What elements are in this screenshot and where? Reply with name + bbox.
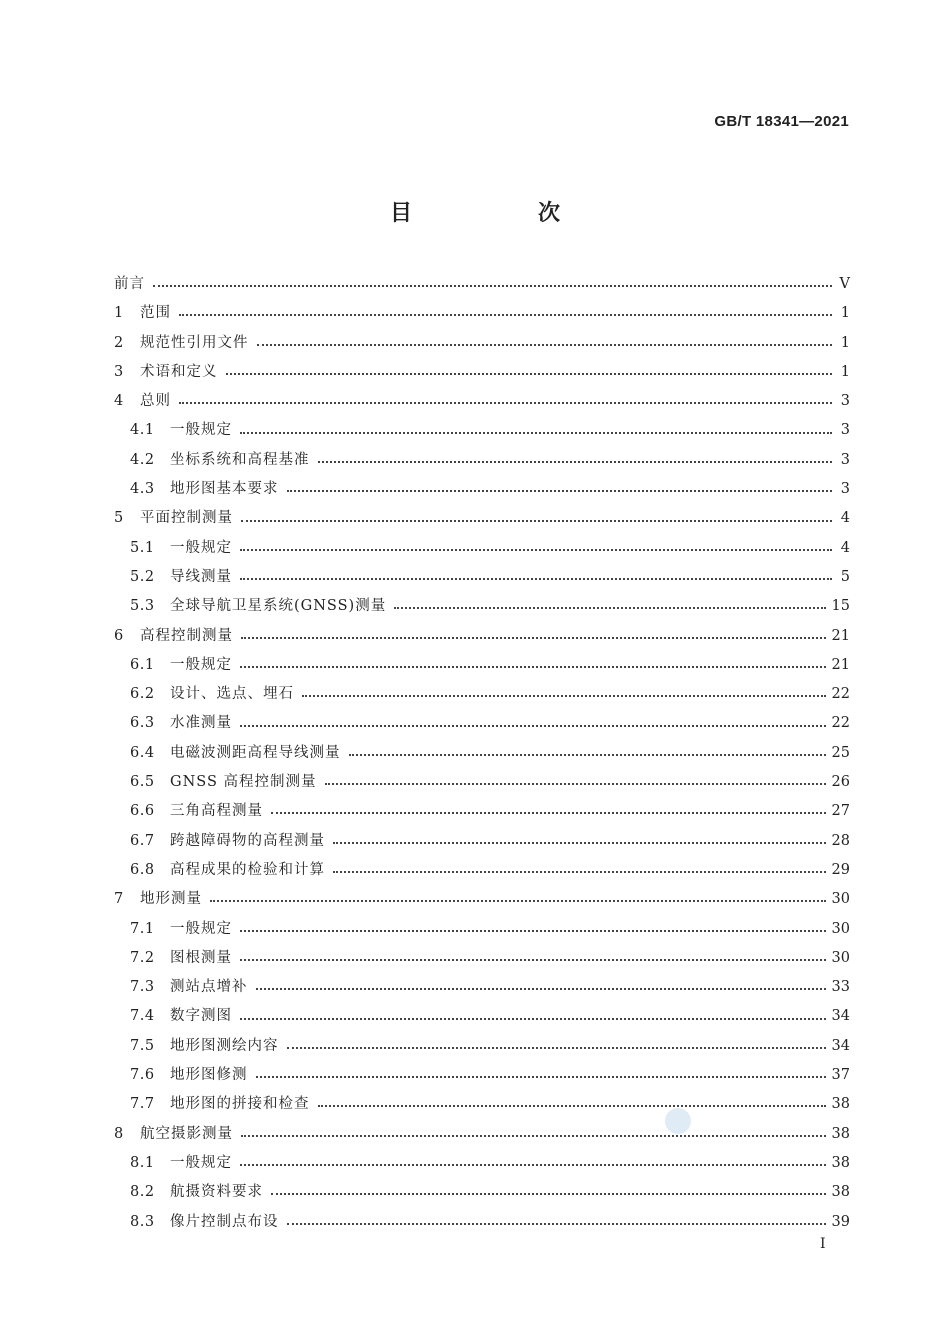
- dot-leader: [349, 753, 826, 756]
- toc-entry-title: 图根测量: [170, 949, 232, 966]
- dot-leader: [241, 1134, 826, 1137]
- toc-entry-page: 26: [831, 774, 850, 791]
- dot-leader: [240, 548, 832, 551]
- toc-entry-number: 4.2: [130, 451, 155, 468]
- toc-entry-page: 30: [831, 949, 850, 966]
- toc-entry-page: 38: [831, 1184, 850, 1201]
- toc-entry-page: V: [839, 276, 850, 292]
- dot-leader: [241, 636, 826, 639]
- toc-entry-number: 6.1: [130, 656, 155, 673]
- dot-leader: [256, 987, 826, 990]
- toc-entry[interactable]: [114, 915, 850, 944]
- dot-leader: [240, 1163, 826, 1166]
- toc-entry-title: 总则: [140, 393, 171, 410]
- toc-entry[interactable]: [114, 270, 850, 299]
- toc-entry-page: 28: [831, 832, 850, 849]
- toc-entry-title: 导线测量: [170, 568, 232, 585]
- toc-entry-page: 5: [840, 568, 850, 585]
- toc-entry-number: 5.2: [130, 568, 155, 585]
- toc-entry-number: 6.2: [130, 686, 155, 703]
- toc-entry-title: 规范性引用文件: [140, 334, 249, 351]
- toc-entry-page: 3: [840, 451, 850, 468]
- toc-entry-title: 地形测量: [140, 891, 202, 908]
- toc-entry-page: 4: [840, 510, 850, 527]
- dot-leader: [241, 519, 832, 522]
- dot-leader: [240, 724, 826, 727]
- dot-leader: [271, 1192, 826, 1195]
- toc-entry[interactable]: [114, 1149, 850, 1178]
- toc-entry-title: 像片控制点布设: [170, 1213, 279, 1230]
- toc-entry-page: 21: [831, 656, 850, 673]
- toc-entry[interactable]: [114, 475, 850, 504]
- dot-leader: [240, 577, 832, 580]
- toc-entry-number: 6: [114, 627, 124, 644]
- toc-entry[interactable]: [114, 651, 850, 680]
- dot-leader: [240, 665, 826, 668]
- toc-entry-number: 7.1: [130, 920, 155, 937]
- toc-entry-number: 8.2: [130, 1184, 155, 1201]
- dot-leader: [179, 313, 832, 316]
- toc-entry-title: 设计、选点、埋石: [170, 686, 294, 703]
- watermark-logo: [665, 1108, 691, 1134]
- toc-entry-title: 一般规定: [170, 656, 232, 673]
- dot-leader: [271, 811, 826, 814]
- toc-entry-page: 3: [840, 481, 850, 498]
- dot-leader: [256, 1075, 826, 1078]
- dot-leader: [318, 1104, 826, 1107]
- toc-entry-title: 高程成果的检验和计算: [170, 861, 325, 878]
- toc-entry-number: 6.4: [130, 744, 155, 761]
- toc-entry[interactable]: [114, 1120, 850, 1149]
- toc-entry-page: 30: [831, 891, 850, 908]
- toc-entry[interactable]: [114, 1061, 850, 1090]
- toc-entry-number: 7: [114, 891, 124, 908]
- toc-entry-number: 7.4: [130, 1008, 155, 1025]
- dot-leader: [240, 958, 826, 961]
- toc-entry-page: 38: [831, 1154, 850, 1171]
- toc-entry-page: 27: [831, 803, 850, 820]
- toc-entry-title: 一般规定: [170, 1154, 232, 1171]
- dot-leader: [240, 431, 832, 434]
- toc-entry-title: 地形图修测: [170, 1067, 248, 1084]
- toc-entry[interactable]: [114, 885, 850, 914]
- toc-entry[interactable]: [114, 827, 850, 856]
- toc-entry-number: 4: [114, 393, 124, 410]
- dot-leader: [302, 694, 826, 697]
- toc-entry-page: 3: [840, 393, 850, 410]
- toc-entry-page: 34: [831, 1037, 850, 1054]
- toc-entry-number: 7.5: [130, 1037, 155, 1054]
- toc-entry-number: 6.8: [130, 861, 155, 878]
- toc-entry-title: 地形图测绘内容: [170, 1037, 279, 1054]
- toc-entry-page: 37: [831, 1067, 850, 1084]
- dot-leader: [287, 1046, 826, 1049]
- toc-entry-number: 1: [114, 305, 124, 322]
- toc-entry-page: 22: [831, 715, 850, 732]
- toc-entry-number: 6.7: [130, 832, 155, 849]
- toc-entry[interactable]: [114, 563, 850, 592]
- toc-entry-number: 6.5: [130, 774, 155, 791]
- toc-entry[interactable]: [114, 797, 850, 826]
- toc-entry-number: 7.3: [130, 979, 155, 996]
- dot-leader: [333, 841, 826, 844]
- toc-entry-number: 4.1: [130, 422, 155, 439]
- toc-entry-number: 8.3: [130, 1213, 155, 1230]
- toc-entry-number: 3: [114, 363, 124, 380]
- toc-entry-page: 30: [831, 920, 850, 937]
- standard-code: GB/T 18341—2021: [714, 113, 849, 130]
- toc-entry-page: 1: [840, 363, 850, 380]
- dot-leader: [257, 343, 833, 346]
- toc-entry-title: 测站点增补: [170, 979, 248, 996]
- toc-entry-number: 6.6: [130, 803, 155, 820]
- toc-entry-page: 33: [831, 979, 850, 996]
- toc-entry[interactable]: [114, 329, 850, 358]
- toc-entry-page: 3: [840, 422, 850, 439]
- page-number: I: [820, 1236, 826, 1252]
- dot-leader: [287, 489, 833, 492]
- dot-leader: [240, 1017, 826, 1020]
- toc-entry-number: 8.1: [130, 1154, 155, 1171]
- toc-entry[interactable]: [114, 446, 850, 475]
- toc-entry-number: 7.2: [130, 949, 155, 966]
- dot-leader: [153, 284, 832, 287]
- toc-entry-title: 前言: [114, 276, 145, 292]
- toc-entry-title: 平面控制测量: [140, 510, 233, 527]
- toc-entry-title: 范围: [140, 305, 171, 322]
- toc-entry[interactable]: [114, 973, 850, 1002]
- toc-entry-title: 一般规定: [170, 539, 232, 556]
- toc-entry-number: 5.1: [130, 539, 155, 556]
- toc-entry[interactable]: [114, 1208, 850, 1237]
- dot-leader: [210, 899, 826, 902]
- toc-entry[interactable]: [114, 739, 850, 768]
- toc-entry-number: 5: [114, 510, 124, 527]
- dot-leader: [394, 606, 825, 609]
- toc-entry[interactable]: [114, 1002, 850, 1031]
- toc-entry-title: 数字测图: [170, 1008, 232, 1025]
- toc-entry[interactable]: [114, 416, 850, 445]
- toc-entry-title: 高程控制测量: [140, 627, 233, 644]
- toc-entry-number: 4.3: [130, 481, 155, 498]
- dot-leader: [333, 870, 826, 873]
- toc-entry-title: 地形图的拼接和检查: [170, 1096, 310, 1113]
- toc-entry[interactable]: [114, 1032, 850, 1061]
- dot-leader: [179, 401, 832, 404]
- toc-entry-page: 25: [831, 744, 850, 761]
- toc-entry-title: 术语和定义: [140, 363, 218, 380]
- toc-entry-page: 21: [831, 627, 850, 644]
- toc-entry[interactable]: [114, 504, 850, 533]
- toc-entry[interactable]: [114, 680, 850, 709]
- toc-entry-page: 29: [831, 861, 850, 878]
- toc-entry[interactable]: [114, 299, 850, 328]
- toc-entry[interactable]: [114, 622, 850, 651]
- toc-entry-title: 电磁波测距高程导线测量: [170, 744, 341, 761]
- toc-entry[interactable]: [114, 534, 850, 563]
- dot-leader: [325, 782, 826, 785]
- toc-entry-number: 2: [114, 334, 124, 351]
- toc-entry[interactable]: [114, 358, 850, 387]
- toc-entry-page: 22: [831, 686, 850, 703]
- toc-entry-title: 跨越障碍物的高程测量: [170, 832, 325, 849]
- toc-entry-page: 38: [831, 1125, 850, 1142]
- table-of-contents: [114, 270, 850, 1237]
- toc-entry-page: 1: [840, 334, 850, 351]
- toc-entry-page: 38: [831, 1096, 850, 1113]
- toc-entry-page: 1: [840, 305, 850, 322]
- toc-entry-page: 4: [840, 539, 850, 556]
- toc-entry[interactable]: [114, 768, 850, 797]
- toc-entry[interactable]: [114, 1090, 850, 1119]
- toc-entry-page: 39: [831, 1213, 850, 1230]
- toc-entry-title: 航摄资料要求: [170, 1184, 263, 1201]
- toc-entry[interactable]: [114, 856, 850, 885]
- toc-entry-title: 三角高程测量: [170, 803, 263, 820]
- toc-entry[interactable]: [114, 944, 850, 973]
- toc-entry-page: 34: [831, 1008, 850, 1025]
- toc-entry-title: 坐标系统和高程基准: [170, 451, 310, 468]
- toc-entry-page: 15: [831, 598, 850, 615]
- dot-leader: [226, 372, 833, 375]
- toc-entry[interactable]: [114, 1178, 850, 1207]
- toc-entry-number: 6.3: [130, 715, 155, 732]
- toc-entry-title: 航空摄影测量: [140, 1125, 233, 1142]
- toc-entry[interactable]: [114, 592, 850, 621]
- toc-entry-number: 5.3: [130, 598, 155, 615]
- dot-leader: [240, 929, 826, 932]
- toc-entry-title: GNSS 高程控制测量: [170, 774, 317, 791]
- page-title: 目 次: [389, 201, 612, 226]
- toc-entry-title: 全球导航卫星系统(GNSS)测量: [170, 598, 387, 615]
- toc-entry-title: 水准测量: [170, 715, 232, 732]
- toc-entry-title: 一般规定: [170, 422, 232, 439]
- toc-entry[interactable]: [114, 709, 850, 738]
- toc-entry-number: 7.6: [130, 1067, 155, 1084]
- toc-entry-number: 8: [114, 1125, 124, 1142]
- toc-entry-title: 地形图基本要求: [170, 481, 279, 498]
- toc-entry[interactable]: [114, 387, 850, 416]
- toc-entry-number: 7.7: [130, 1096, 155, 1113]
- toc-entry-title: 一般规定: [170, 920, 232, 937]
- dot-leader: [318, 460, 833, 463]
- dot-leader: [287, 1222, 826, 1225]
